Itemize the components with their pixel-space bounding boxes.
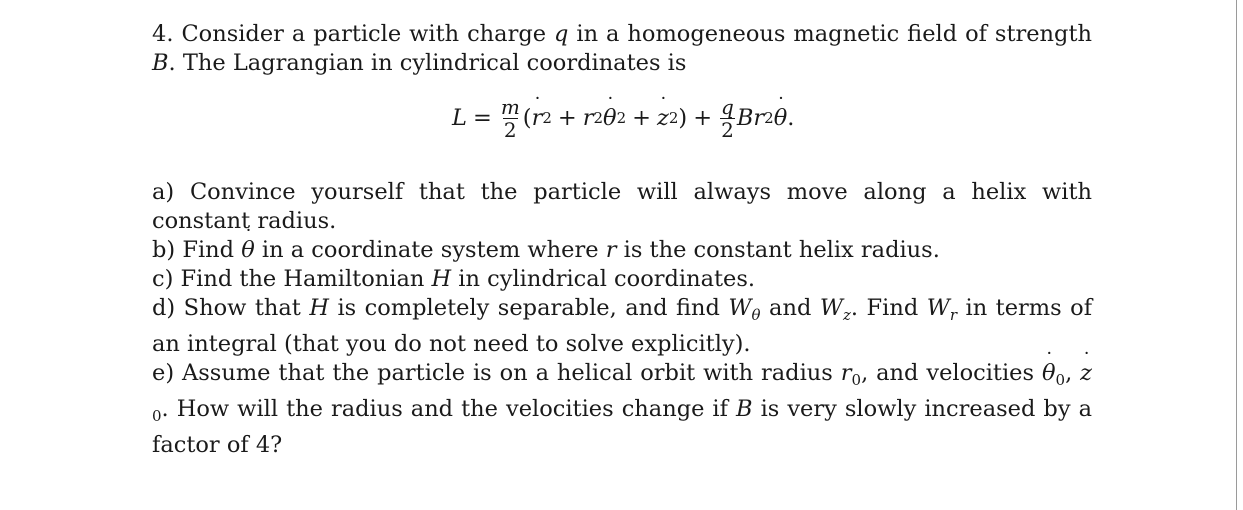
item-text: in terms of an integral (that you do not need to solve explicitly). <box>152 295 1093 357</box>
symbol-H: H <box>431 266 452 292</box>
comma: , <box>1065 360 1073 386</box>
exp-2: 2 <box>764 109 774 127</box>
item-text: Show that <box>183 295 301 321</box>
subscript-theta: θ <box>751 306 761 324</box>
W-z <box>819 295 851 324</box>
r-zero <box>840 360 862 389</box>
W-r <box>926 295 958 324</box>
symbol-q: q <box>554 21 569 47</box>
plus-sign: + <box>693 105 713 131</box>
item-text: in a coordinate system where <box>261 237 599 263</box>
exp-2: 2 <box>616 109 627 127</box>
eq-lhs: L <box>452 105 467 131</box>
item-text: , and velocities <box>861 360 1035 386</box>
symbol-W: W <box>728 295 752 321</box>
symbol-B: B <box>736 396 753 422</box>
item-label: c) <box>152 266 174 292</box>
symbol-W: W <box>819 295 843 321</box>
item-c <box>152 265 1092 294</box>
symbol-H: H <box>309 295 329 321</box>
subscript-0: 0 <box>851 371 862 389</box>
symbol-r: r <box>840 360 852 386</box>
item-e <box>152 359 1092 460</box>
problem-4 <box>152 20 1092 460</box>
item-label: e) <box>152 360 175 386</box>
item-text: Assume that the particle is on a helical orbit with radius <box>182 360 833 386</box>
sub-questions <box>152 178 1092 460</box>
B: B <box>736 105 754 131</box>
item-text: . How will the radius and the velocities change if <box>161 396 728 422</box>
frac-numerator: q <box>721 95 734 119</box>
problem-intro <box>152 20 1092 78</box>
fraction-m-over-2 <box>500 96 521 141</box>
problem-number: 4. <box>152 21 174 47</box>
subscript-z: z <box>842 306 851 324</box>
z-dot: z ˙ <box>1080 359 1092 388</box>
exp-2: 2 <box>668 109 679 127</box>
eq-period: . <box>787 105 795 131</box>
r: r <box>582 105 594 131</box>
lagrangian-equation <box>152 78 1092 174</box>
item-label: b) <box>152 237 176 263</box>
frac-denominator: 2 <box>503 118 517 142</box>
z-dot: z ˙ <box>657 104 669 133</box>
intro-text-2: in a homogeneous magnetic field of strength <box>576 21 1092 47</box>
item-text: Find <box>182 237 235 263</box>
item-d <box>152 294 1092 359</box>
item-label: d) <box>152 295 176 321</box>
item-b <box>152 236 1092 265</box>
item-text: Convince yourself that the particle will always move along a helix with constant radius. <box>152 179 1092 234</box>
item-text: . Find <box>850 295 919 321</box>
item-text: Find the Hamiltonian <box>180 266 425 292</box>
frac-numerator: m <box>500 95 520 119</box>
item-text: is the constant helix radius. <box>623 237 940 263</box>
item-text: is completely separable, and find <box>337 295 720 321</box>
subscript-r: r <box>949 306 958 324</box>
theta-dot: θ ˙ <box>1042 359 1056 388</box>
plus-sign: + <box>557 105 577 131</box>
r-dot: r ˙ <box>532 104 543 133</box>
r: r <box>753 105 765 131</box>
theta-dot: θ ˙ <box>241 236 255 265</box>
exp-2: 2 <box>542 109 552 127</box>
intro-text-1: Consider a particle with charge <box>181 21 547 47</box>
symbol-r: r <box>605 237 617 263</box>
item-text: in cylindrical coordinates. <box>458 266 756 292</box>
page-edge-line <box>1236 0 1237 510</box>
item-a <box>152 178 1092 236</box>
theta-dot: θ ˙ <box>774 104 788 133</box>
symbol-W: W <box>926 295 950 321</box>
frac-denominator: 2 <box>721 118 734 142</box>
intro-text-3: . The Lagrangian in cylindrical coordinates is <box>168 50 687 76</box>
item-label: a) <box>152 179 175 205</box>
subscript-0: 0 <box>152 407 162 425</box>
item-text: and <box>769 295 812 321</box>
eq-equals: = <box>472 105 492 131</box>
item-text: is very slowly increased by a factor of 4? <box>152 396 1092 458</box>
theta-dot: θ ˙ <box>603 104 617 133</box>
theta-dot-zero <box>1041 360 1066 389</box>
exp-2: 2 <box>593 109 604 127</box>
W-theta <box>728 295 761 324</box>
paren-open: ( <box>522 105 532 131</box>
plus-sign: + <box>632 105 651 131</box>
fraction-q-over-2 <box>720 96 735 141</box>
paren-close: ) <box>678 105 688 131</box>
symbol-B: B <box>152 50 169 76</box>
subscript-0: 0 <box>1055 371 1066 389</box>
